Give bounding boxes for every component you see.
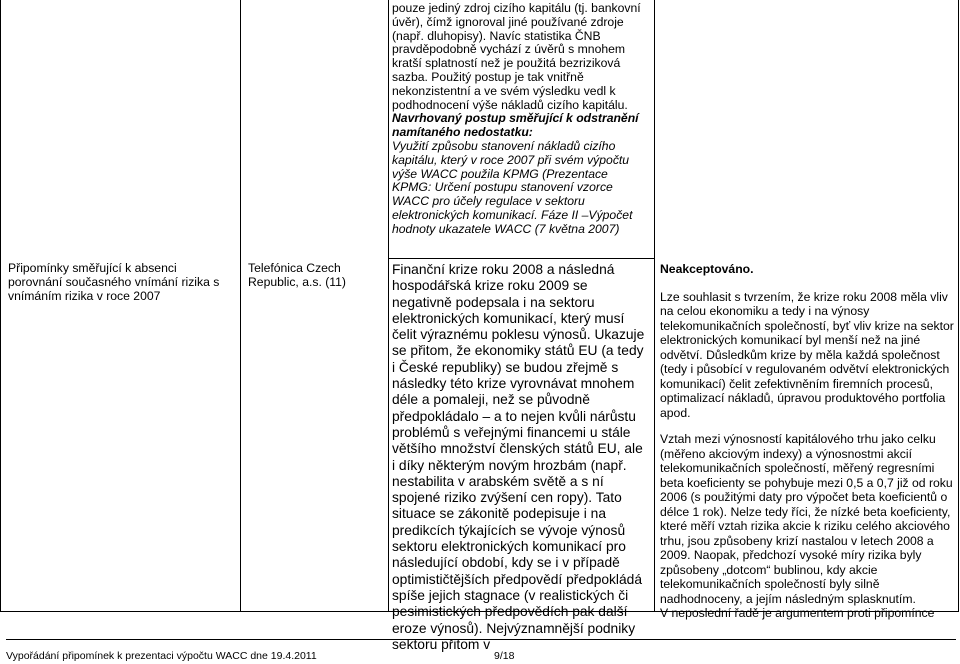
comment-topic-cell: Připomínky směřující k absenci porovnání současného vnímání rizika s vnímáním rizika v roce 2007 [8,261,220,303]
comment-paragraph: Finanční krize roku 2008 a následná hospodářská krize roku 2009 se negativně podepsala i na sektoru elektronických komunikací, který musí čelit výraznému poklesu výnosů. Ukazuje se přitom, že ekonomiky států EU (a tedy i České republiky) se budou zřejmě s následky této krize vyrovnávat mnohem déle a pomaleji, než se původně předpokládalo – a to nejen kvůli nárůstu problémů s veřejnými financemi u stále většího množství členských států EU, ale i díky některým novým hrozbám (např. nestabilita v arabském světě a s ní spojené riziko zvýšení cen ropy). Tato situace se zákonitě podepisuje i na predikcích týkajících se vývoje výnosů sektoru elektronických komunikací pro následující období, kdy se i v případě optimističtějších předpovědí předpokládá spíše jejich stagnace (v realistických či pesimistických předpovědích pak další eroze výnosů). Nejvýznamnější podniky sektoru přitom v [392,262,645,652]
table-border-right [958,0,959,612]
comment-text-main [392,262,648,653]
column-divider [240,0,241,612]
resolution-status: Neakceptováno. [660,262,754,276]
footer-title: Vypořádání připomínek k prezentaci výpočtu WACC dne 19.4.2011 [6,650,317,662]
column-divider [654,0,655,612]
page-number: 9/18 [494,650,515,662]
comment-author-cell: Telefónica Czech Republic, a.s. (11) [248,261,346,289]
resolution-paragraph: Lze souhlasit s tvrzením, že krize roku 2008 měla vliv na celou ekonomiku a tedy i na výnosy telekomunikačních společností, byť vliv krize na sektor elektronických komunikací byl menší než na jiné odvětví. Důsledkům krize by měla každá společnost (tedy i působící v regulovaném odvětví elektronických komunikací) čelit zefektivněním firemních procesů, optimalizací nákladů, úpravou produktového portfolia apod. [660,289,954,420]
comment-text-top [392,2,648,237]
row-divider [388,258,654,259]
resolution-cell [660,262,956,633]
table-border-left [0,0,1,612]
comment-paragraph: pouze jediný zdroj cizího kapitálu (tj. bankovní úvěr), čímž ignoroval jiné používané zdroje (např. dluhopisy). Navíc statistika ČNB pravděpodobně vychází z úvěrů s mnohem kratší splatností než je použitá bezriziková sazba. Použitý postup je tak vnitřně nekonzistentní a ve svém výsledku vedl k podhodnocení výše nákladů cizího kapitálu. [392,1,641,112]
proposal-heading: Navrhovaný postup směřující k odstranění namítaného nedostatku: [392,111,639,140]
proposal-text: Využití způsobu stanovení nákladů cizího kapitálu, který v roce 2007 při svém výpočtu výše WACC použila KPMG (Prezentace KPMG: Určení postupu stanovení vzorce WACC pro účely regulace v sektoru elektronických komunikací. Fáze II –Výpočet hodnoty ukazatele WACC (7 května 2007) [392,138,633,236]
resolution-paragraph: V neposlední řadě je argumentem proti připomínce [660,606,935,620]
footer-divider [6,639,956,640]
column-divider [388,0,389,612]
resolution-paragraph: Vztah mezi výnosností kapitálového trhu jako celku (měřeno akciovým indexy) a výnosnostmi akcií telekomunikačních společností, měřený regresními beta koeficienty se pohybuje mezi 0,5 a 0,7 již od roku 2006 (s použitými daty pro výpočet beta koeficientů o délce 1 rok). Nelze tedy říci, že nízké beta koeficienty, které měří vztah rizika akcie k riziku celého akciového trhu, jsou způsobeny krizí nastalou v letech 2008 a 2009. Naopak, předchozí vysoké míry rizika byly způsobeny „dotcom“ bublinou, kdy akcie telekomunikačních společností byly silně nadhodnoceny, a jejím následným splasknutím. [660,432,953,606]
